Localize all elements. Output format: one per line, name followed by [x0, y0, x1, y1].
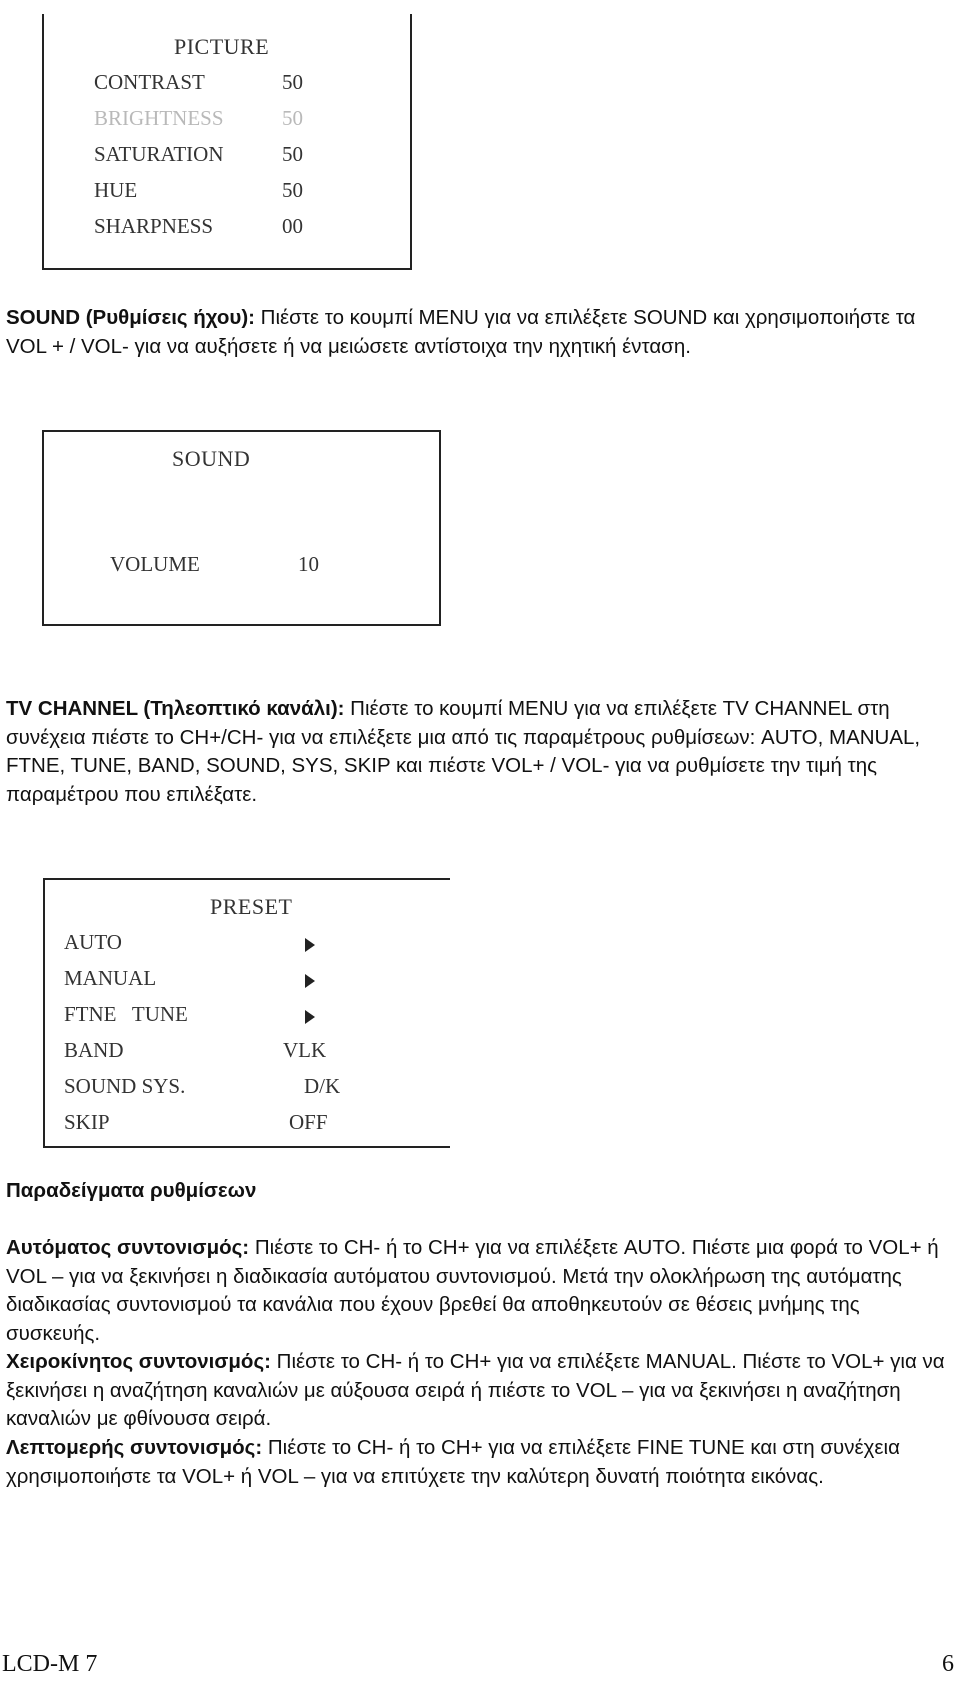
channel-heading: TV CHANNEL (Τηλεοπτικό κανάλι): [6, 697, 345, 720]
examples-heading-text: Παραδείγματα ρυθμίσεων [6, 1179, 257, 1202]
footer-page-number: 6 [942, 1651, 954, 1677]
chevron-right-icon [305, 1010, 315, 1024]
examples-heading [6, 1177, 954, 1206]
preset-row-label: SOUND SYS. [64, 1074, 186, 1098]
channel-paragraph [6, 695, 954, 809]
auto-tuning-paragraph [6, 1234, 954, 1348]
auto-tuning-heading: Αυτόματος συντονισμός: [6, 1236, 250, 1259]
preset-row-label: MANUAL [64, 966, 157, 990]
preset-row-label: FTNE TUNE [64, 1002, 188, 1026]
chevron-right-icon [305, 974, 315, 988]
sound-text: Πιέστε το κουμπί MENU για να επιλέξετε SOUND και χρησιμοποιήστε τα VOL + / VOL- για να αυξήσετε ή να μειώσετε αντίστοιχα την ηχητική ένταση. [6, 306, 916, 358]
auto-tuning-text: Πιέστε το CH- ή το CH+ για να επιλέξετε AUTO. Πιέστε μια φορά το VOL+ ή VOL – για να ξεκινήσει η διαδικασία αυτόματου συντονισμού. Μετά την ολοκλήρωση της αυτόματης διαδικασίας συντονισμού τα κανάλια που έχουν βρεθεί θα αποθηκευτούν σε θέσεις μνήμης της συσκευής. [6, 1236, 939, 1345]
fine-tuning-paragraph [6, 1434, 954, 1491]
picture-row-label: HUE [94, 178, 138, 202]
sound-heading: SOUND (Ρυθμίσεις ήχου): [6, 306, 255, 329]
sound-volume-label: VOLUME [110, 552, 200, 576]
picture-row-value: 50 [282, 106, 303, 130]
picture-row-value: 50 [282, 142, 303, 166]
preset-row-label: SKIP [64, 1110, 110, 1134]
preset-row-value: D/K [304, 1074, 341, 1098]
picture-row-label: BRIGHTNESS [94, 106, 224, 130]
sound-volume-value: 10 [298, 552, 319, 576]
preset-row-value: OFF [289, 1110, 328, 1134]
picture-row-label: SHARPNESS [94, 214, 214, 238]
picture-row-value: 50 [282, 70, 303, 94]
channel-text: Πιέστε το κουμπί MENU για να επιλέξετε TV CHANNEL στη συνέχεια πιέστε το CH+/CH- για να επιλέξετε μια από τις παραμέτρους ρυθμίσεων: AUTO, MANUAL, FTNE, TUNE, BAND, SOUND, SYS, SKIP και πιέστε VOL+ / VOL- για να ρυθμίσετε την τιμή της παραμέτρου που επιλέξατε. [6, 697, 921, 806]
sound-menu-box [42, 430, 441, 626]
picture-row-value: 50 [282, 178, 303, 202]
sound-menu-title: SOUND [172, 446, 251, 471]
picture-menu-title: PICTURE [174, 34, 270, 59]
picture-row-value: 00 [282, 214, 303, 238]
manual-tuning-text: Πιέστε το CH- ή το CH+ για να επιλέξετε MANUAL. Πιέστε το VOL+ για να ξεκινήσει η αναζήτηση καναλιών με αύξουσα σειρά ή πιέστε το VOL – για να ξεκινήσει η αναζήτηση καναλιών με φθίνουσα σειρά. [6, 1350, 945, 1430]
manual-tuning-heading: Χειροκίνητος συντονισμός: [6, 1350, 271, 1373]
picture-row-label: CONTRAST [94, 70, 205, 94]
picture-row-label: SATURATION [94, 142, 224, 166]
footer-model: LCD-M 7 [2, 1651, 98, 1677]
preset-row-value: VLK [283, 1038, 327, 1062]
preset-menu-box [43, 878, 450, 1148]
chevron-right-icon [305, 938, 315, 952]
sound-paragraph [6, 304, 954, 361]
fine-tuning-text: Πιέστε το CH- ή το CH+ για να επιλέξετε FINE TUNE και στη συνέχεια χρησιμοποιήστε τα VOL+ ή VOL – για να επιτύχετε την καλύτερη δυνατή ποιότητα εικόνας. [6, 1436, 900, 1488]
manual-tuning-paragraph [6, 1348, 954, 1434]
preset-row-label: AUTO [64, 930, 122, 954]
picture-menu-box [42, 14, 412, 270]
preset-menu-title: PRESET [210, 894, 293, 919]
fine-tuning-heading: Λεπτομερής συντονισμός: [6, 1436, 263, 1459]
preset-row-label: BAND [64, 1038, 124, 1062]
